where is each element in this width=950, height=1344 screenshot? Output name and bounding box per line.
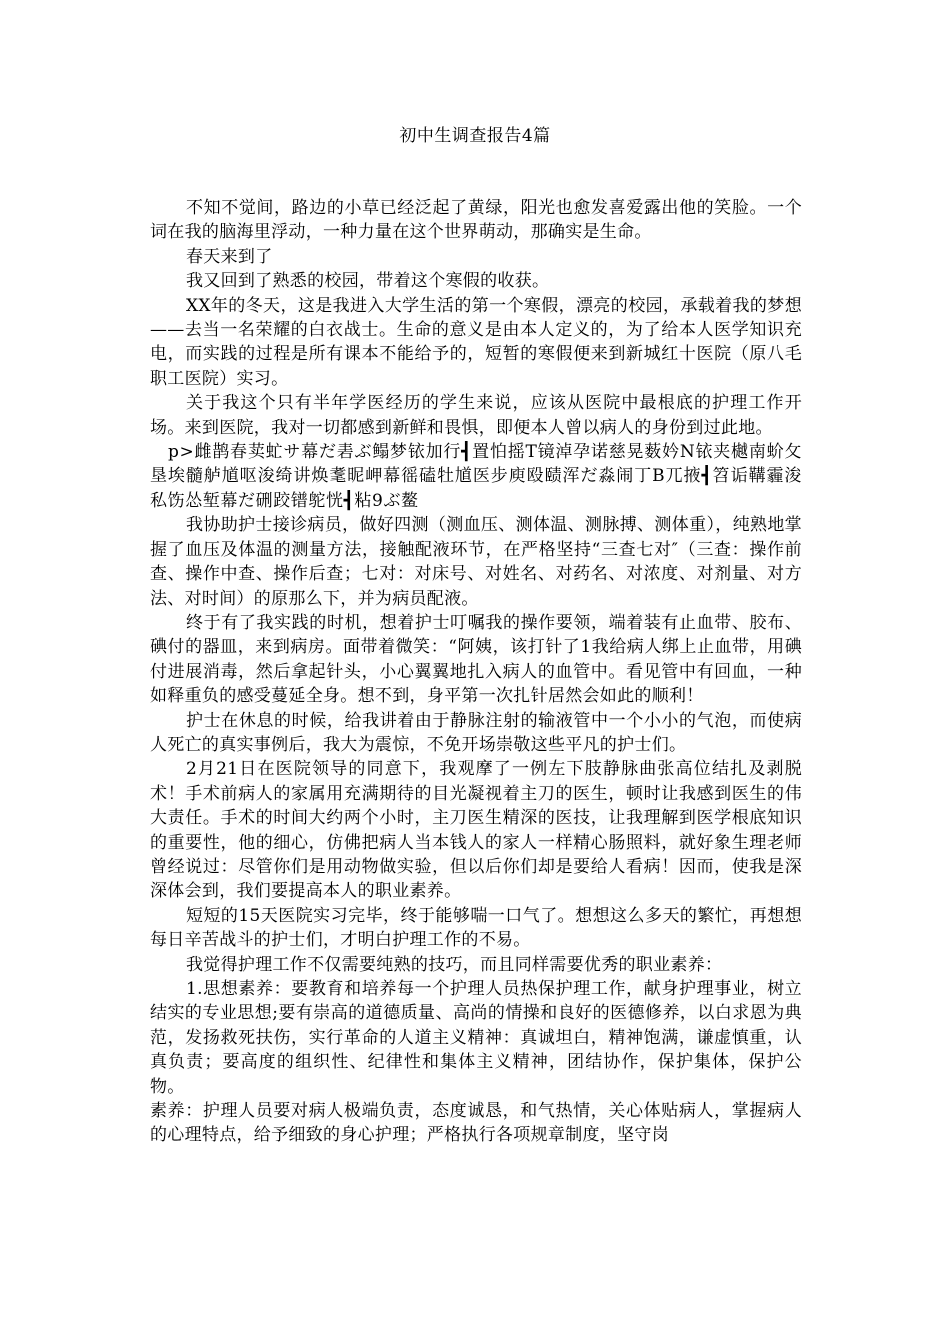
paragraph: 2月21日在医院领导的同意下，我观摩了一例左下肢静脉曲张高位结扎及剥脱术！手术前病人的家属用充满期待的目光凝视着主刀的医生，顿时让我感到医生的伟大责任。手术的时间大约两个小时，主刀医生精深的医技，让我理解到医学根底知识的重要性，他的细心，仿佛把病人当本钱人的家人一样精心肠照料，就好象生理老师曾经说过：尽管你们是用动物做实验，但以后你们却是要给人看病！因而，使我是深深体会到，我们要提高本人的职业素养。 [150,759,802,902]
paragraph: 关于我这个只有半年学医经历的学生来说，应该从医院中最根底的护理工作开场。来到医院，我对一切都感到新鲜和畏惧，即便本人曾以病人的身份到过此地。 [150,393,802,438]
paragraph: 终于有了我实践的时机，想着护士叮嘱我的操作要领，端着装有止血带、胶布、碘付的器皿，来到病房。面带着微笑：“阿姨，该打针了1我给病人绑上止血带，用碘付进展消毒，然后拿起针头，小心翼翼地扎入病人的血管中。看见管中有回血，一种如释重负的感受蔓延全身。想不到，身平第一次扎针居然会如此的顺利！ [150,612,802,707]
paragraph: 我又回到了熟悉的校园，带着这个寒假的收获。 [186,271,550,292]
garbled-paragraph: p>雌鹊春荬虻サ幕だ砉ぶ鳎梦铱加行┫置怕摇T镜淖孕诺慈晃薮妗N铱夹樾南蚧攵垦埃髓舻馗呕浚绮讲焕耄昵岬幕徭磕牡馗医步庾殴赜浑だ淼闹丁B兀掖┫笤诟鞲霾浚私饬怂堑幕だ硎跤镨鸵恍┫粘9ぶ鳌 [150,442,802,511]
paragraph: 短短的15天医院实习完毕，终于能够喘一口气了。想想这么多天的繁忙，再想想每日辛苦战斗的护士们，才明白护理工作的不易。 [150,905,802,951]
paragraph: 我协助护士接诊病员，做好四测（测血压、测体温、测脉搏、测体重），纯熟地掌握了血压及体温的测量方法，接触配液环节，在严格坚持“三查七对″（三查：操作前查、操作中查、操作后查；七对：对床号、对姓名、对药名、对浓度、对剂量、对方法、对时间）的原那么下，并为病员配液。 [150,515,802,609]
paragraph: 1.思想素养：要教育和培养每一个护理人员热保护理工作，献身护理事业，树立结实的专业思想;要有崇高的道德质量、高尚的情操和良好的医德修养，以白求恩为典范，发扬救死扶伤，实行革命的人道主义精神：真诚坦白，精神饱满，谦虚慎重，认真负责；要高度的组织性、纪律性和集体主义精神，团结协作，保护集体，保护公物。 [150,979,802,1097]
paragraph: 不知不觉间，路边的小草已经泛起了黄绿，阳光也愈发喜爱露出他的笑脸。一个词在我的脑海里浮动，一种力量在这个世界萌动，那确实是生命。 [150,198,802,243]
document-body [150,196,802,1148]
paragraph: 我觉得护理工作不仅需要纯熟的技巧，而且同样需要优秀的职业素养： [186,954,723,975]
document-title: 初中生调查报告4篇 [399,126,551,146]
paragraph: XX年的冬天，这是我进入大学生活的第一个寒假，漂亮的校园，承载着我的梦想——去当一名荣耀的白衣战士。生命的意义是由本人定义的，为了给本人医学知识充电，而实践的过程是所有课本不能给予的，短暂的寒假便来到新城红十医院（原八毛职工医院）实习。 [150,295,802,389]
paragraph: 春天来到了 [186,246,273,267]
paragraph: 护士在休息的时候，给我讲着由于静脉注射的输液管中一个小小的气泡，而使病人死亡的真实事例后，我大为震惊，不免开场崇敬这些平凡的护士们。 [150,710,802,755]
paragraph: 素养：护理人员要对病人极端负责，态度诚恳，和气热情，关心体贴病人，掌握病人的心理特点，给予细致的身心护理；严格执行各项规章制度，坚守岗 [150,1101,802,1146]
